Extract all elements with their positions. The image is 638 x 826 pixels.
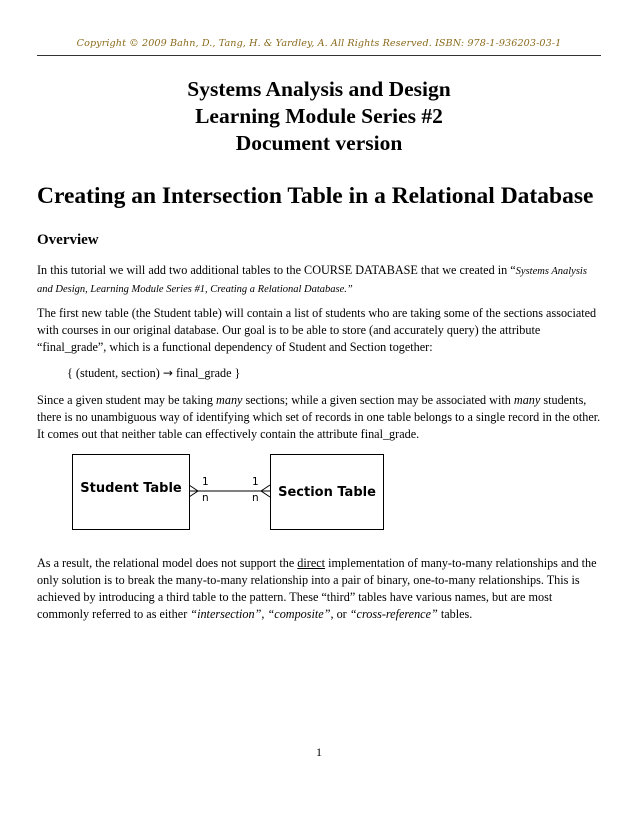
p3-text-a: Since a given student may be taking xyxy=(37,393,217,407)
right-cardinality-max: 1 xyxy=(252,476,259,488)
section-table-label: Section Table xyxy=(278,484,376,500)
paragraph-intersection xyxy=(37,555,605,623)
section-table-box xyxy=(270,454,384,530)
title-line-2: Learning Module Series #2 xyxy=(195,104,443,128)
dependency-rhs: final_grade } xyxy=(176,366,241,380)
left-cardinality-min: n xyxy=(202,492,209,504)
er-diagram xyxy=(72,452,392,532)
title-line-1: Systems Analysis and Design xyxy=(187,77,451,101)
student-table-box xyxy=(72,454,190,530)
p3-text-b: sections; while a given section may be associated with xyxy=(242,393,514,407)
p4-sep-1: , xyxy=(261,607,268,621)
right-cardinality-min: n xyxy=(252,492,259,504)
p4-emphasis-direct: direct xyxy=(297,556,326,570)
term-cross-reference: “cross-reference” xyxy=(349,607,438,621)
p4-sep-2: , or xyxy=(330,607,350,621)
p3-text-c: students, there is no unambiguous way of identifying which set of records in one table belongs to a single record in the other. It comes out that neither table can effectively contain the attribute final_grade. xyxy=(37,393,601,441)
left-cardinality-max: 1 xyxy=(202,476,209,488)
title-line-3: Document version xyxy=(235,131,403,155)
overview-heading: Overview xyxy=(37,232,99,248)
paragraph-intro xyxy=(37,262,605,298)
page-number: 1 xyxy=(316,745,322,759)
p4-text-b: implementation of many-to-many relationships and the only solution is to break the many-to-many relationship into a pair of binary, one-to-many relationships. This is achieved by introducing a third table to the pattern. These “third” tables have various names, but are most commonly referred to as either xyxy=(37,556,597,621)
functional-dependency xyxy=(67,365,367,382)
term-composite: “composite” xyxy=(267,607,331,621)
paragraph-student-table: The first new table (the Student table) will contain a list of students who are taking some of the sections associated with courses in our original database. Our goal is to be able to store (and accurately query) the attribute “final_grade”, which is a functional dependency of Student and Section together: xyxy=(37,306,597,354)
header-rule xyxy=(37,55,601,56)
p4-text-c: tables. xyxy=(437,607,473,621)
p3-emphasis-many: many xyxy=(216,393,243,407)
arrow-icon: → xyxy=(162,366,173,380)
dependency-lhs: { (student, section) xyxy=(67,366,160,380)
p4-text-a: As a result, the relational model does not support the xyxy=(37,556,298,570)
student-table-label: Student Table xyxy=(80,481,182,496)
copyright-line: Copyright © 2009 Bahn, D., Tang, H. & Yardley, A. All Rights Reserved. ISBN: 978-1-936203-03-1 xyxy=(76,38,562,49)
intro-text: In this tutorial we will add two additional tables to the COURSE DATABASE that we created in “ xyxy=(37,263,516,277)
paragraph-many-to-many xyxy=(37,392,605,443)
term-intersection: “intersection” xyxy=(190,607,262,621)
document-title xyxy=(0,76,638,157)
main-heading: Creating an Intersection Table in a Relational Database xyxy=(37,183,594,209)
intro-reference: Systems Analysis and Design, Learning Module Series #1, Creating a Relational Database.” xyxy=(37,266,587,295)
p3-emphasis-many-2: many xyxy=(513,393,541,407)
